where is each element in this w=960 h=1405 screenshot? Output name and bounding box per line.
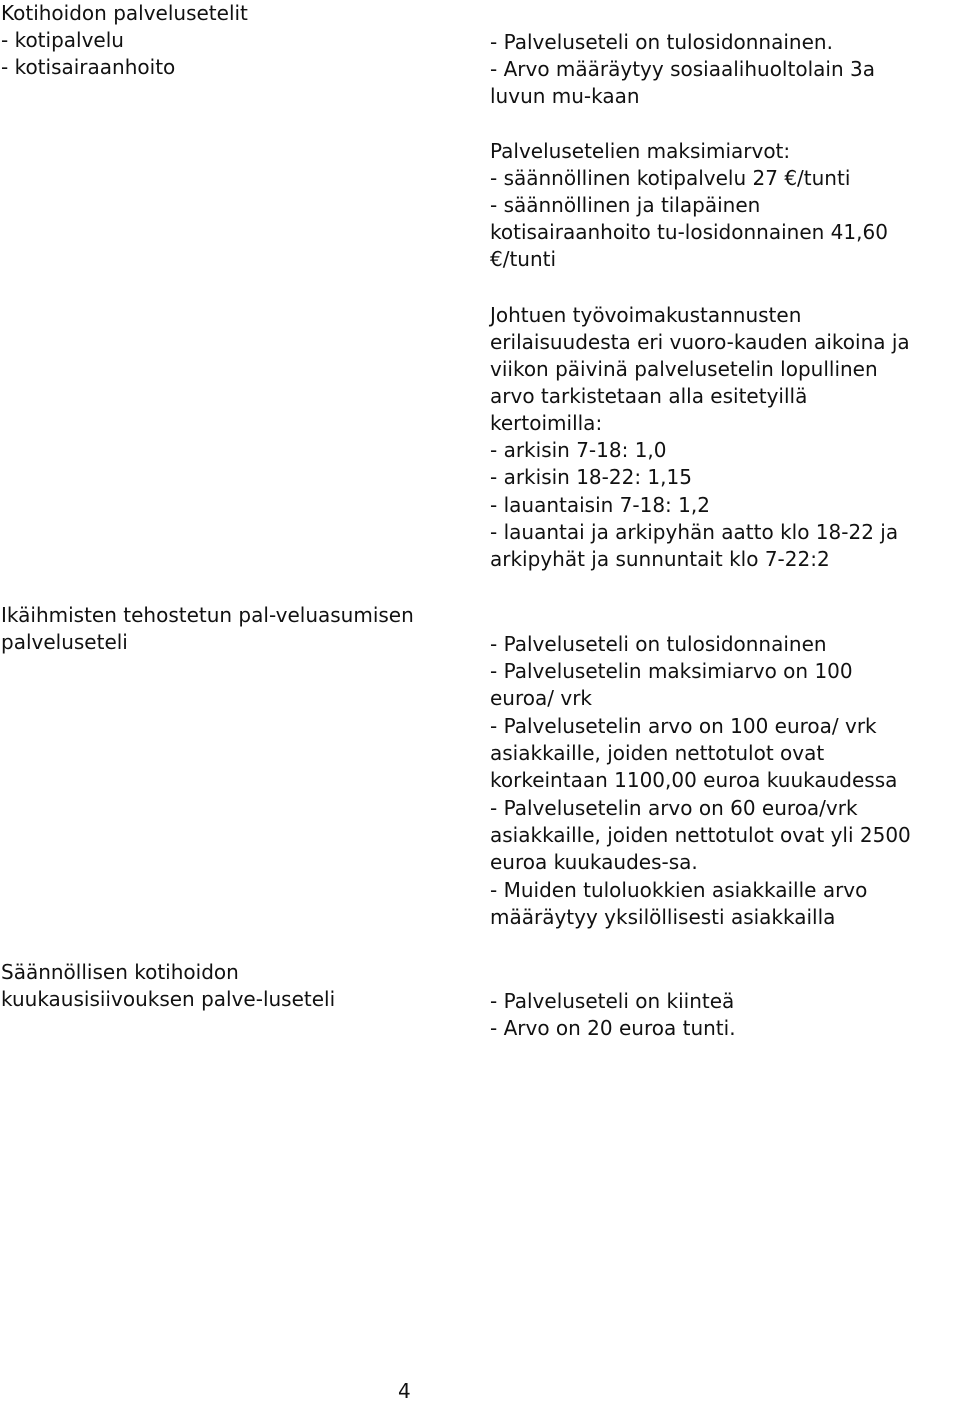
label-line: Ikäihmisten tehostetun pal-veluasumisen (1, 603, 414, 627)
content-line: Johtuen työvoimakustannusten (490, 303, 802, 327)
content-line: korkeintaan 1100,00 euroa kuukaudessa (490, 768, 898, 792)
content-line: - arkisin 18-22: 1,15 (490, 465, 692, 489)
content-line: - lauantaisin 7-18: 1,2 (490, 493, 710, 517)
content-line: - säännöllinen kotipalvelu 27 €/tunti (490, 166, 851, 190)
content-line: kertoimilla: (490, 411, 603, 435)
content-line: euroa kuukaudes-sa. (490, 850, 698, 874)
content-line: - Arvo on 20 euroa tunti. (490, 1016, 736, 1040)
content-line: - Palvelusetelin arvo on 60 euroa/vrk (490, 796, 858, 820)
content-line: - arkisin 7-18: 1,0 (490, 438, 667, 462)
content-line: - Palveluseteli on tulosidonnainen (490, 632, 827, 656)
content-line: - Palvelusetelin arvo on 100 euroa/ vrk (490, 714, 877, 738)
content-line: määräytyy yksilöllisesti asiakkailla (490, 905, 836, 929)
content-line: asiakkaille, joiden nettotulot ovat (490, 741, 825, 765)
content-line: luvun mu-kaan (490, 84, 640, 108)
content-line: arvo tarkistetaan alla esitetyillä (490, 384, 808, 408)
content-line: - Arvo määräytyy sosiaalihuoltolain 3a (490, 57, 875, 81)
content-line: kotisairaanhoito tu-losidonnainen 41,60 (490, 220, 888, 244)
label-line: kuukausisiivouksen palve-luseteli (1, 987, 336, 1011)
content-line: Palvelusetelien maksimiarvot: (490, 139, 791, 163)
content-line: viikon päivinä palvelusetelin lopullinen (490, 357, 878, 381)
content-line: - säännöllinen ja tilapäinen (490, 193, 761, 217)
label-line: - kotisairaanhoito (1, 55, 176, 79)
label-line: - kotipalvelu (1, 28, 124, 52)
content-line: - Palvelusetelin maksimiarvo on 100 (490, 659, 853, 683)
label-line: Kotihoidon palvelusetelit (1, 1, 248, 25)
label-line: palveluseteli (1, 630, 128, 654)
content-line: - Muiden tuloluokkien asiakkaille arvo (490, 878, 868, 902)
content-line: erilaisuudesta eri vuoro-kauden aikoina ja (490, 330, 910, 354)
content-line: euroa/ vrk (490, 686, 592, 710)
content-line: arkipyhät ja sunnuntait klo 7-22:2 (490, 547, 830, 571)
content-line: - Palveluseteli on tulosidonnainen. (490, 30, 833, 54)
label-line: Säännöllisen kotihoidon (1, 960, 239, 984)
page-number: 4 (398, 1379, 411, 1403)
content-line: €/tunti (490, 247, 557, 271)
content-line: asiakkaille, joiden nettotulot ovat yli 2500 (490, 823, 911, 847)
content-line: - lauantai ja arkipyhän aatto klo 18-22 ja (490, 520, 899, 544)
content-line: - Palveluseteli on kiinteä (490, 989, 735, 1013)
